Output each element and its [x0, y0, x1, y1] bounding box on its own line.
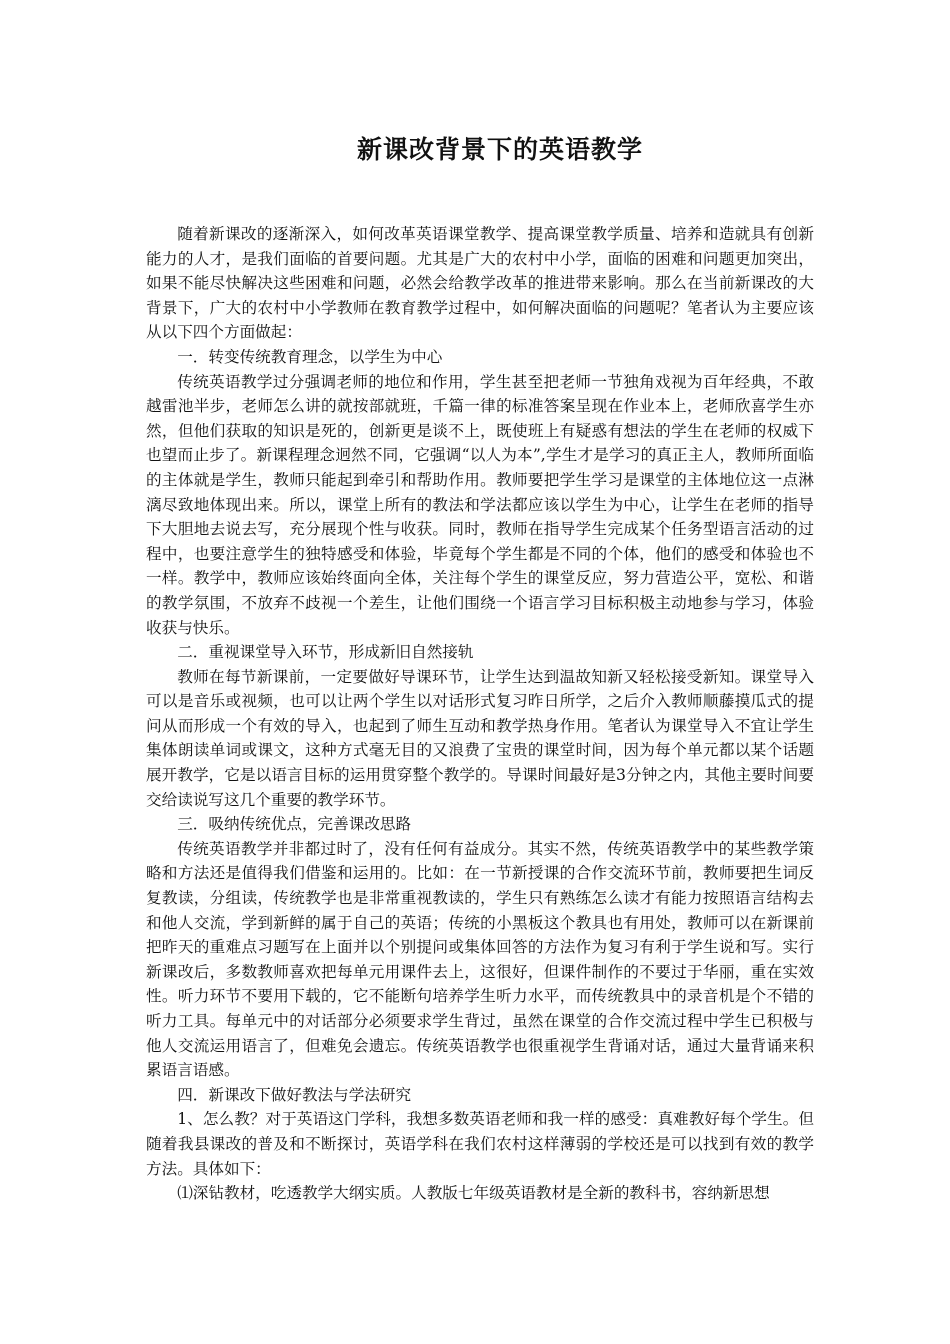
document-title: 新课改背景下的英语教学: [356, 135, 643, 164]
paragraph-section-4-item-1-sub-1: ⑴深钻教材，吃透教学大纲实质。人教版七年级英语教材是全新的教科书，容纳新思想: [177, 1184, 770, 1203]
section-heading-1: 一．转变传统教育理念，以学生为中心: [177, 347, 443, 366]
paragraph-section-3: 传统英语教学并非都过时了，没有任何有益成分。其实不然，传统英语教学中的某些教学策略和方法还是值得我们借鉴和运用的。比如：在一节新授课的合作交流环节前，教师要把生词反复教读，分组读，传统教学也是非常重视教读的，学生只有熟练怎么读才有能力按照语言结构去和他人交流，学到新鲜的属于自己的英语；传统的小黑板这个教具也有用处，教师可以在新课前把昨天的重难点习题写在上面并以个别提问或集体回答的方法作为复习有利于学生说和写。实行新课改后，多数教师喜欢把每单元用课件去上，这很好，但课件制作的不要过于华丽，重在实效性。听力环节不要用下载的，它不能断句培养学生听力水平，而传统教具中的录音机是个不错的听力工具。每单元中的对话部分必须要求学生背过，虽然在课堂的合作交流过程中学生已积极与他人交流运用语言了，但难免会遗忘。传统英语教学也很重视学生背诵对话，通过大量背诵来积累语言语感。: [146, 839, 814, 1080]
paragraph-section-4-item-1: 1、怎么教？对于英语这门学科，我想多数英语老师和我一样的感受：真难教好每个学生。但随着我县课改的普及和不断探讨，英语学科在我们农村这样薄弱的学校还是可以找到有效的教学方法。具体如下：: [146, 1110, 814, 1178]
section-heading-3: 三．吸纳传统优点，完善课改思路: [177, 815, 412, 834]
document-body: [146, 222, 814, 1206]
section-heading-4: 四．新课改下做好教法与学法研究: [177, 1085, 412, 1104]
paragraph-section-2: 教师在每节新课前，一定要做好导课环节，让学生达到温故知新又轻松接受新知。课堂导入可以是音乐或视频，也可以让两个学生以对话形式复习昨日所学，之后介入教师顺藤摸瓜式的提问从而形成一个有效的导入，也起到了师生互动和教学热身作用。笔者认为课堂导入不宜让学生集体朗读单词或课文，这种方式毫无目的又浪费了宝贵的课堂时间，因为每个单元都以某个话题展开教学，它是以语言目标的运用贯穿整个教学的。导课时间最好是3分钟之内，其他主要时间要交给读说写这几个重要的教学环节。: [146, 667, 814, 809]
paragraph-section-1: 传统英语教学过分强调老师的地位和作用，学生甚至把老师一节独角戏视为百年经典，不敢越雷池半步，老师怎么讲的就按部就班，千篇一律的标准答案呈现在作业本上，老师欣喜学生亦然，但他们获取的知识是死的，创新更是谈不上，既使班上有疑惑有想法的学生在老师的权威下也望而止步了。新课程理念迥然不同，它强调“以人为本”,学生才是学习的真正主人，教师所面临的主体就是学生，教师只能起到牵引和帮助作用。教师要把学生学习是课堂的主体地位这一点淋漓尽致地体现出来。所以，课堂上所有的教法和学法都应该以学生为中心，让学生在老师的指导下大胆地去说去写，充分展现个性与收获。同时，教师在指导学生完成某个任务型语言活动的过程中，也要注意学生的独特感受和体验，毕竟每个学生都是不同的个体，他们的感受和体验也不一样。教学中，教师应该始终面向全体，关注每个学生的课堂反应，努力营造公平，宽松、和谐的教学氛围，不放弃不歧视一个差生，让他们围绕一个语言学习目标积极主动地参与学习，体验收获与快乐。: [146, 372, 814, 637]
section-heading-2: 二．重视课堂导入环节，形成新旧自然接轨: [177, 643, 474, 662]
paragraph-intro: 随着新课改的逐渐深入，如何改革英语课堂教学、提高课堂教学质量、培养和造就具有创新能力的人才，是我们面临的首要问题。尤其是广大的农村中小学，面临的困难和问题更加突出，如果不能尽快解决这些困难和问题，必然会给教学改革的推进带来影响。那么在当前新课改的大背景下，广大的农村中小学教师在教育教学过程中，如何解决面临的问题呢？笔者认为主要应该从以下四个方面做起：: [146, 225, 814, 342]
